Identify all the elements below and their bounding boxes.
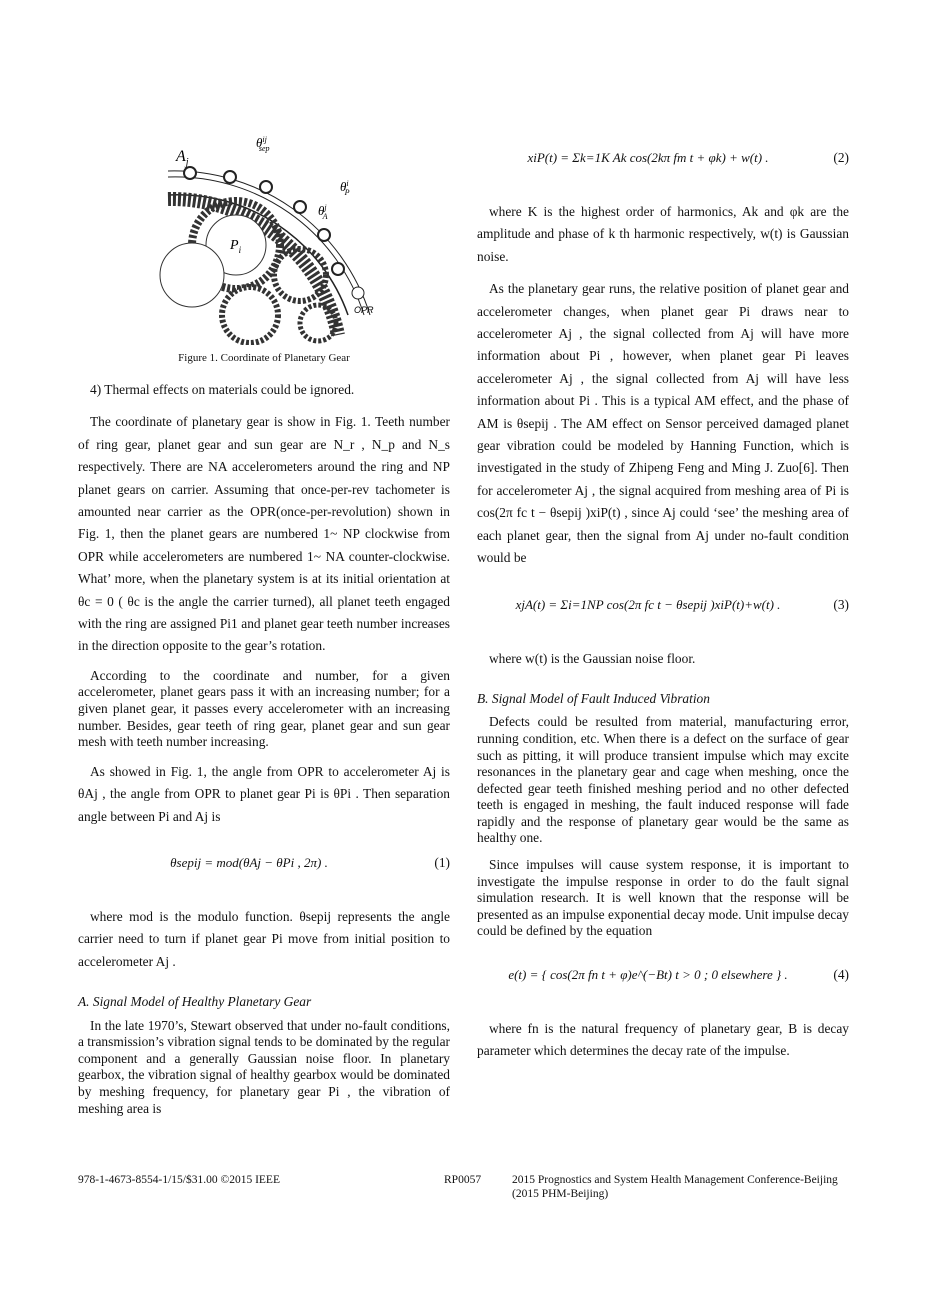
footer-isbn: 978-1-4673-8554-1/15/$31.00 ©2015 IEEE [78, 1174, 280, 1186]
paragraph: where w(t) is the Gaussian noise floor. [489, 650, 696, 666]
paragraph: The coordinate of planetary gear is show in Fig. 1. Teeth number of ring gear, planet gear and sun gear are N_r , N_p and N_s respectively. There are NA accelerometers around the ring and NP planet gears on carrier. Assuming that once-per-rev tachometer is amounted near carrier as the OPR(once-per-revolution) shown in Fig. 1, then the planet gears are numbered 1~ NP clockwise from OPR while accelerometers are numbered 1~ NA counter-clockwise. What’ more, when the planetary system is at its initial orientation at θc = 0 ( θc is the angle the carrier turned), all planet teeth engaged with the ring are assigned Pi1 and planet gear teeth number increases in the direction opposite to the gear’s rotation. [78, 414, 450, 654]
equation-body: xjA(t) = Σi=1NP cos(2π fc t − θsepij )xiP(t)+w(t) . [515, 596, 781, 612]
equation-body: θsepij = mod(θAj − θPi , 2π) . [170, 855, 328, 871]
section-heading-b: B. Signal Model of Fault Induced Vibration [477, 690, 710, 706]
figure-caption: Figure 1. Coordinate of Planetary Gear [178, 352, 350, 364]
footer-code: RP0057 [444, 1174, 482, 1186]
figure-label-theta-a: $\theta^j$ A [318, 203, 328, 221]
equation-number: (2) [833, 150, 849, 165]
figure-label-aj: $A_j$ [176, 148, 189, 168]
section-heading-a: A. Signal Model of Healthy Planetary Gear [78, 994, 312, 1010]
equation-number: (3) [833, 596, 849, 612]
figure-label-opr: OPR [354, 305, 374, 315]
figure-label-theta-sep: $\theta^{ij}$ sep [256, 135, 270, 153]
paragraph: As showed in Fig. 1, the angle from OPR to accelerometer Aj is θAj , the angle from OPR to planet gear Pi is θPi . Then separation angle between Pi and Aj is [78, 763, 450, 824]
paragraph: where K is the highest order of harmonics, Ak and φk are the amplitude and phase of k th harmonic respectively, w(t) is Gaussian noise. [477, 204, 849, 264]
paragraph: where mod is the modulo function. θsepij represents the angle carrier need to turn if planet gear Pi move from initial position to accelerometer Aj . [78, 909, 450, 969]
footer-conference: 2015 Prognostics and System Health Management Conference-Beijing (2015 PHM-Beijing) [512, 1174, 838, 1200]
figure-label-pi: $P_i$ [230, 238, 242, 255]
equation-2 [477, 133, 849, 189]
paragraph: Defects could be resulted from material, manufacturing error, running condition, etc. When there is a defect on the surface of gear such as pitting, it will produce transient impulse which may excite resonances in the planetary gear and cage when meshing, once the defected gear teeth finished meshing period and no other defected teeth is engaged in meshing, the fault induced response will fade rapidly and the response of planetary gear would be the same as healthy one. [477, 714, 849, 846]
figure-label-theta-p: $\theta^i$ P [340, 179, 350, 197]
equation-3 [477, 580, 849, 636]
planetary-gear-diagram [158, 135, 378, 345]
equation-1 [78, 838, 450, 894]
equation-number: (4) [833, 967, 849, 983]
figure-1 [78, 125, 450, 347]
equation-number: (1) [434, 855, 450, 871]
paragraph: Since impulses will cause system response, it is important to investigate the impulse response in order to do the fault signal simulation research. It is well known that the response will be presented as an impulse exponential decay mode. Unit impulse decay could be defined by the equation [477, 857, 849, 939]
paragraph: According to the coordinate and number, for a given accelerometer, planet gears pass it with an increasing number; for a given planet gear, it passes every accelerometer with an increasing number. Besides, gear teeth of ring gear, planet gear and sun gear mesh with teeth number increasing. [78, 667, 450, 750]
equation-body: e(t) = { cos(2π fn t + φ)e^(−Bt) t > 0 ; 0 elsewhere } . [508, 967, 788, 983]
right-column [477, 125, 849, 1073]
equation-4 [477, 950, 849, 1006]
paragraph: where fn is the natural frequency of planetary gear, B is decay parameter which determines the decay rate of the impulse. [477, 1021, 849, 1059]
equation-body: xiP(t) = Σk=1K Ak cos(2kπ fm t + φk) + w(t) . [527, 150, 769, 165]
list-item-4: 4) Thermal effects on materials could be ignored. [90, 382, 355, 397]
paragraph: As the planetary gear runs, the relative position of planet gear and accelerometer changes, when planet gear Pi draws near to accelerometer Aj , the signal collected from Aj will have more information about Pi , however, when planet gear Pi leaves accelerometer Aj , the signal collected from Aj will have less information about Pi . This is a typical AM effect, and the phase of AM is θsepij . The AM effect on Sensor perceived damaged planet gear vibration could be modeled by Hanning Function, which is investigated in the study of Zhipeng Feng and Ming J. Zuo[6]. Then for accelerometer Aj , the signal acquired from meshing area of Pi is cos(2π fc t − θsepij )xiP(t) , since Aj could ‘see’ the meshing area of each planet gear, then the signal from Aj under no-fault condition would be [477, 281, 849, 566]
paragraph: In the late 1970’s, Stewart observed that under no-fault conditions, a transmission’s vibration signal tends to be dominated by the regular component and a generally Gaussian noise floor. In planetary gearbox, the vibration signal of healthy gearbox would be dominated by meshing frequency, for planetary gear Pi , the vibration of meshing area is [78, 1017, 450, 1116]
left-column [78, 125, 450, 1127]
